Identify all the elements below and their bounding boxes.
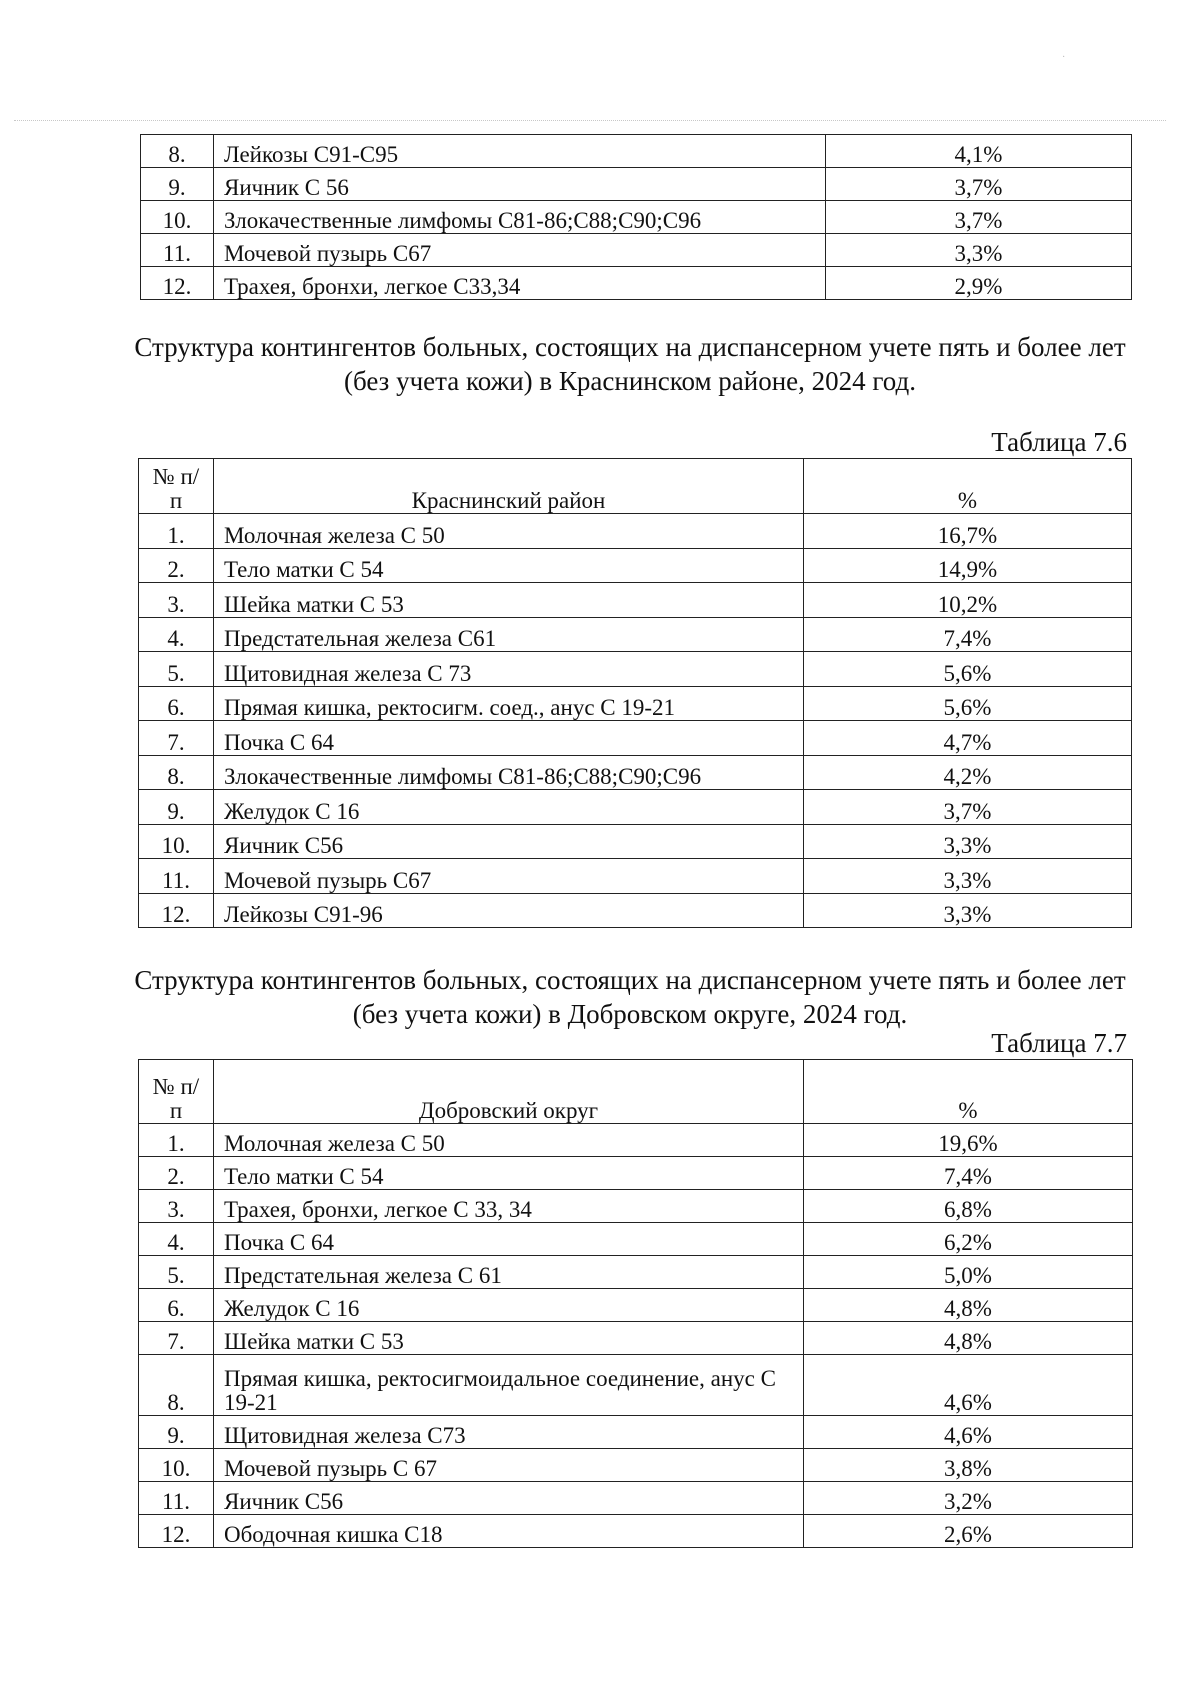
table-row [141,168,1132,201]
row-percent: 3,3% [804,824,1132,859]
row-percent: 4,6% [804,1355,1133,1416]
row-number: 9. [139,790,214,825]
row-percent: 5,6% [804,652,1132,687]
row-number: 4. [139,617,214,652]
table-row [139,1449,1133,1482]
scan-speck: · [1062,52,1066,63]
row-site: Лейкозы С91-С95 [214,135,826,168]
table-7-7 [138,1059,1133,1548]
row-percent: 3,2% [804,1482,1133,1515]
table-body [139,1124,1133,1548]
row-number: 10. [141,201,214,234]
row-site: Молочная железа С 50 [214,514,804,549]
header-district: Добровский округ [214,1060,804,1124]
table-row [141,135,1132,168]
table-row [139,583,1132,618]
row-site: Щитовидная железа С73 [214,1416,804,1449]
row-number: 5. [139,652,214,687]
table-continued [140,134,1132,300]
row-percent: 3,3% [804,893,1132,928]
table-header-row [139,459,1132,514]
row-percent: 3,7% [826,168,1132,201]
table-header-row [139,1060,1133,1124]
row-number: 8. [139,755,214,790]
row-number: 12. [139,893,214,928]
row-percent: 2,9% [826,267,1132,300]
row-site: Трахея, бронхи, легкое С 33, 34 [214,1190,804,1223]
row-site: Мочевой пузырь С 67 [214,1449,804,1482]
row-percent: 3,7% [804,790,1132,825]
row-percent: 7,4% [804,617,1132,652]
row-site: Яичник С56 [214,824,804,859]
row-site: Яичник С 56 [214,168,826,201]
table-row [139,755,1132,790]
table-row [139,1223,1133,1256]
row-percent: 19,6% [804,1124,1133,1157]
row-number: 9. [139,1416,214,1449]
header-district: Краснинский район [214,459,804,514]
row-percent: 3,7% [826,201,1132,234]
table-row [139,1322,1133,1355]
row-percent: 2,6% [804,1515,1133,1548]
header-percent: % [804,459,1132,514]
table-row [139,1416,1133,1449]
table-7-7-caption: Таблица 7.7 [991,1028,1127,1058]
row-percent: 6,8% [804,1190,1133,1223]
row-percent: 16,7% [804,514,1132,549]
table-7-6 [138,458,1132,928]
row-site: Щитовидная железа С 73 [214,652,804,687]
row-site: Злокачественные лимфомы С81-86;С88;С90;С96 [214,755,804,790]
row-site: Тело матки С 54 [214,1157,804,1190]
table-row [139,721,1132,756]
row-number: 7. [139,1322,214,1355]
row-number: 11. [141,234,214,267]
header-number: № п/п [139,459,214,514]
table-7-6-caption: Таблица 7.6 [991,427,1127,457]
row-site: Тело матки С 54 [214,548,804,583]
row-number: 3. [139,1190,214,1223]
table-row [139,686,1132,721]
table-row [141,201,1132,234]
row-number: 7. [139,721,214,756]
row-number: 11. [139,859,214,894]
row-number: 2. [139,548,214,583]
row-number: 8. [141,135,214,168]
section-7-6-heading: Структура контингентов больных, состоящих на диспансерном учете пять и более лет (без учета кожи) в Краснинском районе, 2024 год. [134,332,1126,396]
table-body [141,135,1132,300]
row-percent: 4,7% [804,721,1132,756]
row-number: 12. [139,1515,214,1548]
row-site: Мочевой пузырь С67 [214,859,804,894]
row-percent: 4,8% [804,1289,1133,1322]
row-site: Прямая кишка, ректосигмоидальное соединение, анус С 19-21 [214,1355,804,1416]
section-7-7-heading: Структура контингентов больных, состоящих на диспансерном учете пять и более лет (без учета кожи) в Добровском округе, 2024 год. [134,965,1126,1029]
table-row [139,1157,1133,1190]
row-site: Желудок С 16 [214,1289,804,1322]
row-percent: 3,3% [826,234,1132,267]
row-percent: 10,2% [804,583,1132,618]
row-number: 10. [139,824,214,859]
row-number: 1. [139,514,214,549]
row-site: Трахея, бронхи, легкое С33,34 [214,267,826,300]
row-site: Шейка матки С 53 [214,1322,804,1355]
row-percent: 5,0% [804,1256,1133,1289]
row-number: 9. [141,168,214,201]
row-percent: 5,6% [804,686,1132,721]
row-number: 5. [139,1256,214,1289]
row-percent: 7,4% [804,1157,1133,1190]
row-number: 10. [139,1449,214,1482]
table-row [139,1515,1133,1548]
row-percent: 6,2% [804,1223,1133,1256]
table-row [139,514,1132,549]
table-row [139,1289,1133,1322]
row-site: Ободочная кишка С18 [214,1515,804,1548]
table-row [141,234,1132,267]
table-row [139,859,1132,894]
row-site: Желудок С 16 [214,790,804,825]
row-site: Прямая кишка, ректосигм. соед., анус С 19-21 [214,686,804,721]
row-site: Злокачественные лимфомы С81-86;С88;С90;С96 [214,201,826,234]
table-row [139,1256,1133,1289]
row-site: Предстательная железа С 61 [214,1256,804,1289]
row-site: Лейкозы С91-96 [214,893,804,928]
row-number: 3. [139,583,214,618]
row-site: Почка С 64 [214,721,804,756]
row-site: Шейка матки С 53 [214,583,804,618]
table-row [139,1124,1133,1157]
row-percent: 4,6% [804,1416,1133,1449]
table-row [139,1190,1133,1223]
header-percent: % [804,1060,1133,1124]
row-site: Яичник С56 [214,1482,804,1515]
table-body [139,514,1132,928]
table-row [141,267,1132,300]
table-row [139,1355,1133,1416]
row-site: Мочевой пузырь С67 [214,234,826,267]
table-row [139,824,1132,859]
header-number: № п/п [139,1060,214,1124]
row-percent: 3,8% [804,1449,1133,1482]
table-row [139,617,1132,652]
row-percent: 4,8% [804,1322,1133,1355]
row-number: 8. [139,1355,214,1416]
row-percent: 4,1% [826,135,1132,168]
row-site: Предстательная железа С61 [214,617,804,652]
row-number: 6. [139,1289,214,1322]
row-number: 6. [139,686,214,721]
row-site: Почка С 64 [214,1223,804,1256]
row-percent: 14,9% [804,548,1132,583]
page-top-rule [14,120,1166,121]
table-row [139,652,1132,687]
row-number: 1. [139,1124,214,1157]
row-percent: 4,2% [804,755,1132,790]
row-site: Молочная железа С 50 [214,1124,804,1157]
row-number: 4. [139,1223,214,1256]
row-percent: 3,3% [804,859,1132,894]
table-row [139,548,1132,583]
row-number: 12. [141,267,214,300]
table-row [139,893,1132,928]
row-number: 11. [139,1482,214,1515]
row-number: 2. [139,1157,214,1190]
table-row [139,1482,1133,1515]
table-row [139,790,1132,825]
